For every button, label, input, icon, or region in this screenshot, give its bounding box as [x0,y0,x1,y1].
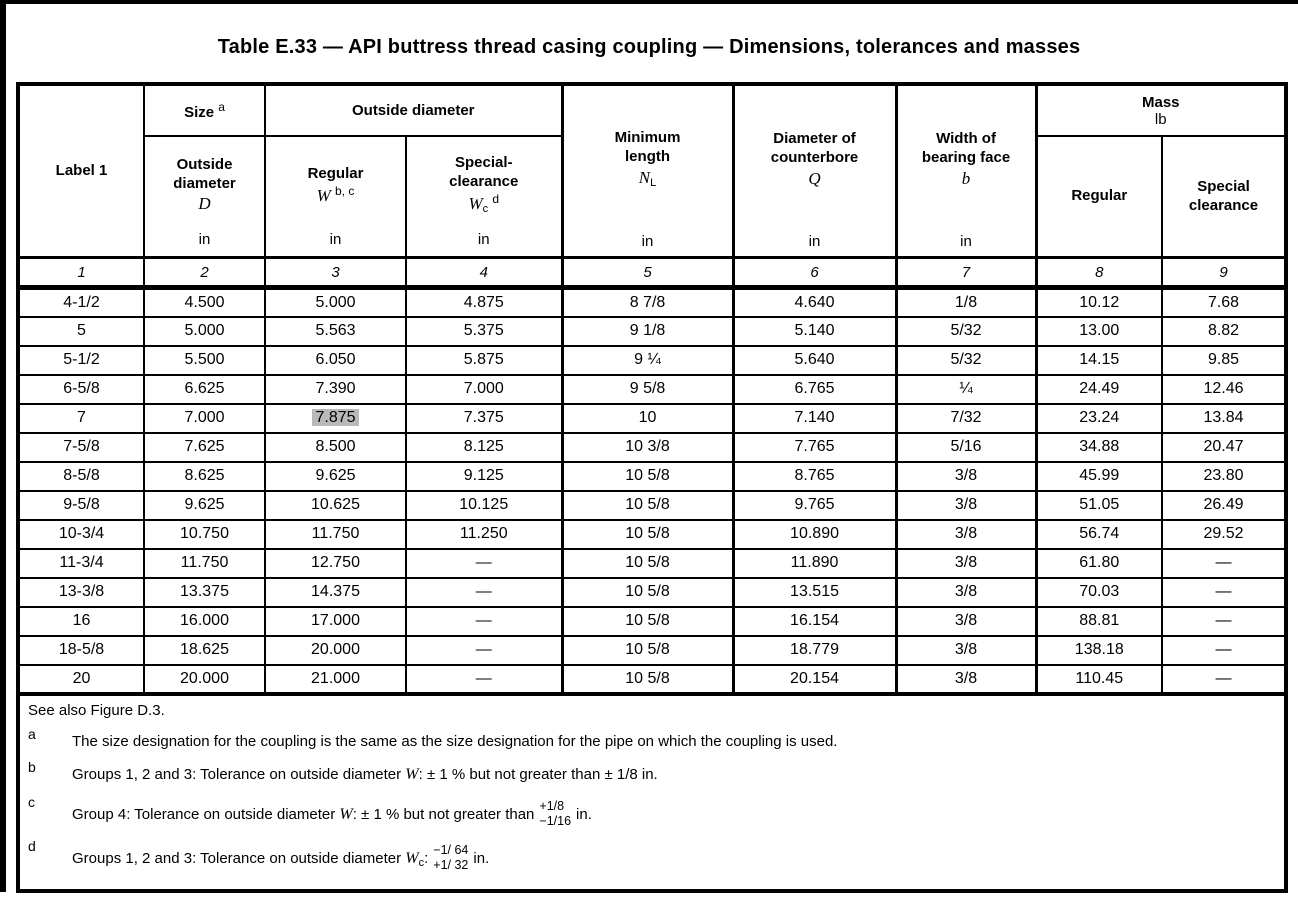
table-cell[interactable]: — [1162,578,1286,607]
symbol-Q: Q [808,168,821,188]
table-row [18,317,1286,346]
symbol-Wc: W [468,193,483,213]
table-cell[interactable]: 6.625 [144,375,265,404]
table-cell[interactable]: 138.18 [1036,636,1162,665]
table-cell[interactable]: 9 1/8 [562,317,733,346]
table-cell[interactable]: 3/8 [896,665,1036,694]
table-cell[interactable]: 20.154 [733,665,896,694]
table-cell[interactable]: 10 5/8 [562,578,733,607]
table-cell[interactable]: 10 5/8 [562,520,733,549]
symbol-W: W [339,805,353,823]
table-cell[interactable]: 9-5/8 [18,491,144,520]
table-cell[interactable]: 10 5/8 [562,636,733,665]
footnote-ref-d: d [492,191,500,206]
column-number: 9 [1162,258,1286,288]
table-cell[interactable]: 18.625 [144,636,265,665]
table-cell[interactable]: 16.154 [733,607,896,636]
table-cell[interactable]: 7.68 [1162,288,1286,317]
selected-cell-value: 7.875 [312,409,358,426]
table-cell[interactable]: 7-5/8 [18,433,144,462]
table-cell[interactable]: — [406,607,562,636]
table-cell[interactable]: — [1162,665,1286,694]
table-cell[interactable]: 8.500 [265,433,406,462]
table-row [18,462,1286,491]
table-cell[interactable]: 3/8 [896,578,1036,607]
table-cell[interactable]: 56.74 [1036,520,1162,549]
table-cell[interactable]: 5.500 [144,346,265,375]
header-size: Size $^a$ [144,84,265,136]
table-row [18,433,1286,462]
symbol-Wc: W [405,849,419,867]
table-cell[interactable]: 12.750 [265,549,406,578]
table-row [18,607,1286,636]
table-cell[interactable]: 26.49 [1162,491,1286,520]
table-cell[interactable]: 3/8 [896,549,1036,578]
table-cell[interactable]: 5.140 [733,317,896,346]
header-od: Outside diameter D in [144,136,265,258]
table-cell[interactable]: — [1162,549,1286,578]
column-number: 4 [406,258,562,288]
table-cell[interactable]: 8.765 [733,462,896,491]
table-cell[interactable]: 5-1/2 [18,346,144,375]
table-cell[interactable]: 61.80 [1036,549,1162,578]
table-cell[interactable]: 8.125 [406,433,562,462]
header-label1: Label 1 [18,84,144,258]
table-cell[interactable]: 3/8 [896,491,1036,520]
table-cell[interactable]: 5/32 [896,346,1036,375]
table-row [18,346,1286,375]
table-cell[interactable]: 16 [18,607,144,636]
table-cell[interactable]: 16.000 [144,607,265,636]
table-cell[interactable]: 7.140 [733,404,896,433]
table-cell[interactable]: 11.750 [144,549,265,578]
symbol-W: W [316,185,331,205]
table-cell[interactable]: — [406,665,562,694]
table-cell[interactable]: 5/32 [896,317,1036,346]
table-cell[interactable]: 3/8 [896,636,1036,665]
table-cell[interactable]: ¼ [896,375,1036,404]
table-cell[interactable]: 88.81 [1036,607,1162,636]
footnote-a: a The size designation for the coupling is the same as the size designation for the pipe on which the coupling is used. [28,725,838,750]
table-cell[interactable]: 17.000 [265,607,406,636]
symbol-b: b [961,168,971,188]
column-number: 7 [896,258,1036,288]
table-cell[interactable]: 9.765 [733,491,896,520]
table-cell[interactable]: 10.890 [733,520,896,549]
table-cell[interactable]: 3/8 [896,520,1036,549]
table-cell[interactable]: 70.03 [1036,578,1162,607]
table-cell[interactable]: 1/8 [896,288,1036,317]
table-cell[interactable]: 7.625 [144,433,265,462]
table-cell[interactable]: — [406,549,562,578]
table-cell[interactable]: 6.050 [265,346,406,375]
footnote-ref-a: a [218,100,225,114]
header-counterbore: Diameter of counterbore Q in [733,84,896,258]
see-also-note: See also Figure D.3. [28,701,165,719]
page-title: Table E.33 — API buttress thread casing coupling — Dimensions, tolerances and masses [217,36,1081,58]
column-number: 1 [18,258,144,288]
table-row [18,520,1286,549]
table-cell[interactable]: 9.625 [144,491,265,520]
table-cell[interactable]: 10.125 [406,491,562,520]
table-cell[interactable]: 20.000 [144,665,265,694]
footnotes-block [18,694,1286,891]
table-cell[interactable]: 7.000 [144,404,265,433]
column-number: 5 [562,258,733,288]
table-cell[interactable]: — [1162,607,1286,636]
table-cell[interactable]: 3/8 [896,607,1036,636]
table-row [18,636,1286,665]
table-cell[interactable]: 6-5/8 [18,375,144,404]
header-special-clearance-od: Special- clearance $W_c$ $^d$ in [406,136,562,258]
table-cell[interactable]: — [1162,636,1286,665]
header-mass-special: Special clearance [1162,136,1286,258]
table-cell[interactable]: — [406,578,562,607]
table-row [18,665,1286,694]
table-row [18,375,1286,404]
table-cell[interactable]: 7.000 [406,375,562,404]
header-outside-diameter-group: Outside diameter [265,84,562,136]
table-cell[interactable]: 14.375 [265,578,406,607]
scan-border-top [0,0,1298,4]
table-row [18,404,1286,433]
symbol-D: D [198,194,211,214]
column-number: 6 [733,258,896,288]
table-cell[interactable]: 10 5/8 [562,665,733,694]
table-row [18,578,1286,607]
table-cell[interactable]: 13.515 [733,578,896,607]
table-cell[interactable]: 11.890 [733,549,896,578]
header-regular-od: Regular W $^{b, c}$ in [265,136,406,258]
table-cell[interactable]: 10 5/8 [562,607,733,636]
table-cell[interactable]: 21.000 [265,665,406,694]
footnote-d: d Groups 1, 2 and 3: Tolerance on outside diameter $W_c$: −1/ 64 +1/ 32 in. [28,837,490,872]
table-cell[interactable]: 8.82 [1162,317,1286,346]
header-bearing-face: Width of bearing face b in [896,84,1036,258]
table-cell[interactable]: 9.625 [265,462,406,491]
footnote-b: b Groups 1, 2 and 3: Tolerance on outside diameter W: ± 1 % but not greater than ± 1/8 in. [28,759,658,783]
table-cell[interactable] [265,404,406,433]
table-cell[interactable]: 9.85 [1162,346,1286,375]
table-cell[interactable]: 45.99 [1036,462,1162,491]
column-number: 2 [144,258,265,288]
table-cell[interactable]: 20 [18,665,144,694]
table-cell[interactable]: 3/8 [896,462,1036,491]
table-cell[interactable]: 20.000 [265,636,406,665]
symbol-W: W [405,766,419,783]
table-cell[interactable]: 5/16 [896,433,1036,462]
header-mass-regular: Regular [1036,136,1162,258]
table-header [18,84,1286,288]
tolerance-fraction: +1/8 −1/16 [539,798,572,828]
table-cell[interactable]: 9.125 [406,462,562,491]
table-cell[interactable]: 11.750 [265,520,406,549]
table-body [18,288,1286,694]
table-cell[interactable]: 4-1/2 [18,288,144,317]
table-cell[interactable]: 13.00 [1036,317,1162,346]
table-cell[interactable]: 4.875 [406,288,562,317]
table-cell[interactable]: 10.750 [144,520,265,549]
table-cell[interactable]: 5 [18,317,144,346]
table-cell[interactable]: 5.375 [406,317,562,346]
table-cell[interactable]: 10 5/8 [562,549,733,578]
table-cell[interactable]: 10 [562,404,733,433]
table-cell[interactable]: 4.640 [733,288,896,317]
table-cell[interactable]: 14.15 [1036,346,1162,375]
column-number: 8 [1036,258,1162,288]
table-cell[interactable]: 110.45 [1036,665,1162,694]
table-cell[interactable]: 10 3/8 [562,433,733,462]
table-cell[interactable]: 13.84 [1162,404,1286,433]
table-cell[interactable]: 5.000 [265,288,406,317]
table-cell[interactable]: 23.80 [1162,462,1286,491]
table-cell[interactable]: 11.250 [406,520,562,549]
tolerance-fraction: −1/ 64 +1/ 32 [433,842,469,872]
table-cell[interactable]: 4.500 [144,288,265,317]
footnote-ref-bc: b, c [334,183,355,198]
table-cell[interactable]: 24.49 [1036,375,1162,404]
table-cell[interactable]: 8.625 [144,462,265,491]
scan-border-left [0,0,6,892]
table-cell[interactable]: 13-3/8 [18,578,144,607]
table-cell[interactable]: 51.05 [1036,491,1162,520]
table-cell[interactable]: 5.640 [733,346,896,375]
table-cell[interactable]: 8-5/8 [18,462,144,491]
table-cell[interactable]: 18-5/8 [18,636,144,665]
table-cell[interactable]: 7.765 [733,433,896,462]
table-cell[interactable]: 10.625 [265,491,406,520]
table-cell[interactable]: 13.375 [144,578,265,607]
table-row [18,491,1286,520]
table-cell[interactable]: 11-3/4 [18,549,144,578]
table-row [18,549,1286,578]
table-cell[interactable]: 6.765 [733,375,896,404]
table-cell[interactable]: 20.47 [1162,433,1286,462]
table-cell[interactable]: 5.000 [144,317,265,346]
dimensions-table [16,82,1288,893]
table-cell[interactable]: 7/32 [896,404,1036,433]
column-number-row [18,258,1286,288]
table-cell[interactable]: 23.24 [1036,404,1162,433]
table-cell[interactable]: — [406,636,562,665]
table-cell[interactable]: 29.52 [1162,520,1286,549]
column-number: 3 [265,258,406,288]
table-cell[interactable]: 7 [18,404,144,433]
footnote-c: c Group 4: Tolerance on outside diameter W: ± 1 % but not greater than +1/8 −1/16 in. [28,793,592,828]
header-mass-group: Mass lb [1036,84,1286,136]
table-row [18,288,1286,317]
table-cell[interactable]: 10.12 [1036,288,1162,317]
table-cell[interactable]: 9 ¼ [562,346,733,375]
table-cell[interactable]: 18.779 [733,636,896,665]
symbol-NL: N [638,167,651,187]
table-cell[interactable]: 10-3/4 [18,520,144,549]
table-cell[interactable]: 10 5/8 [562,491,733,520]
table-cell[interactable]: 12.46 [1162,375,1286,404]
header-minimum-length: Minimum length $N_L$ in [562,84,733,258]
table-cell[interactable]: 7.390 [265,375,406,404]
table-cell[interactable]: 9 5/8 [562,375,733,404]
table-cell[interactable]: 5.563 [265,317,406,346]
table-cell[interactable]: 34.88 [1036,433,1162,462]
table-cell[interactable]: 5.875 [406,346,562,375]
table-cell[interactable]: 10 5/8 [562,462,733,491]
table-cell[interactable]: 7.375 [406,404,562,433]
table-cell[interactable]: 8 7/8 [562,288,733,317]
